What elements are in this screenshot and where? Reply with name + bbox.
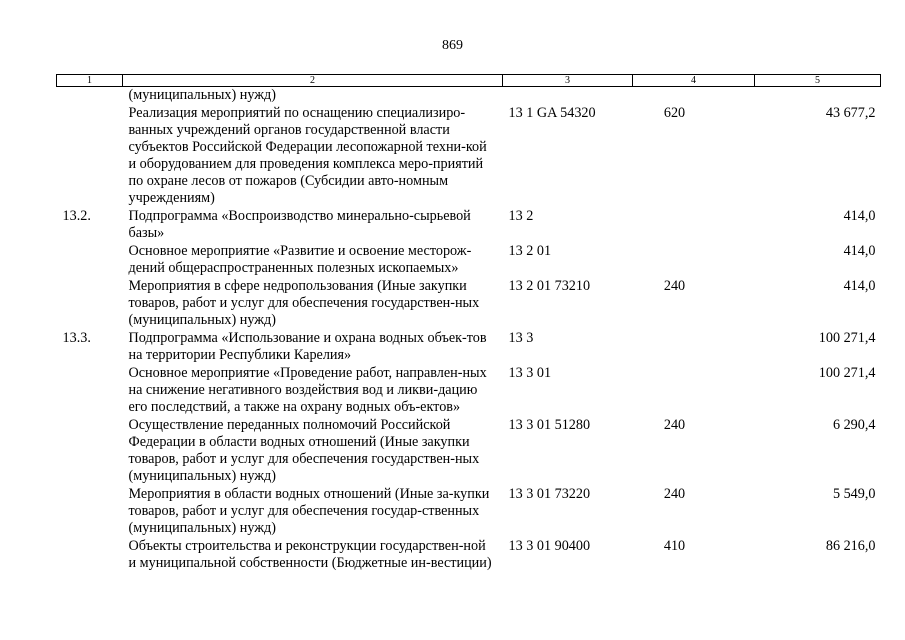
row-amount: 414,0: [843, 278, 876, 294]
row-name: Подпрограмма «Воспроизводство минерально-сырьевой базы»: [128, 208, 471, 241]
row-expense-type: [633, 365, 755, 417]
row-name: Осуществление переданных полномочий Российской Федерации в области водных отношений (Иные закупки товаров, работ и услуг для обеспечения государствен-ных (муниципальных) нужд): [128, 417, 480, 484]
row-expense-type: [633, 208, 755, 243]
row-expense-type: 240: [663, 417, 686, 433]
row-code: 13 3: [508, 330, 534, 346]
column-number-3: 3: [503, 75, 633, 87]
row-name: Мероприятия в сфере недропользования (Иные закупки товаров, работ и услуг для обеспечения государствен-ных (муниципальных) нужд): [128, 278, 480, 328]
budget-table: [56, 74, 881, 573]
row-name: Мероприятия в области водных отношений (Иные за-купки товаров, работ и услуг для обеспечения государ-ственных (муниципальных) нужд): [128, 486, 490, 536]
table-row: [57, 87, 881, 106]
table-row: [57, 486, 881, 538]
column-number-5: 5: [755, 75, 881, 87]
row-code: 13 3 01 90400: [508, 538, 591, 554]
table-row: [57, 243, 881, 278]
row-name: (муниципальных) нужд): [128, 87, 276, 103]
column-number-2: 2: [123, 75, 503, 87]
row-number: [57, 87, 123, 106]
row-expense-type: 240: [663, 278, 686, 294]
row-amount: 43 677,2: [825, 105, 876, 121]
row-number: [57, 278, 123, 330]
row-number: [57, 538, 123, 573]
row-name: Основное мероприятие «Развитие и освоение месторож-дений общераспространенных полезных ископаемых»: [128, 243, 472, 276]
row-amount: 6 290,4: [832, 417, 876, 433]
row-expense-type: [633, 87, 755, 106]
row-name: Реализация мероприятий по оснащению специализиро-ванных учреждений органов государственной власти субъектов Российской Федерации лесопожарной техни-кой и оборудованием для проведения комплекса меро-приятий по охране лесов от пожаров (Субсидии авто-номным учреждениям): [128, 105, 487, 206]
row-code: 13 1 GA 54320: [508, 105, 596, 121]
table-row: [57, 208, 881, 243]
row-expense-type: 620: [663, 105, 686, 121]
row-number: [57, 486, 123, 538]
row-amount: [755, 87, 881, 106]
row-amount: 5 549,0: [832, 486, 876, 502]
row-expense-type: [633, 243, 755, 278]
row-code: 13 3 01: [508, 365, 552, 381]
row-amount: 414,0: [843, 208, 876, 224]
row-code: 13 2 01: [508, 243, 552, 259]
row-number: [57, 417, 123, 486]
column-number-1: 1: [57, 75, 123, 87]
table-row: [57, 365, 881, 417]
row-amount: 414,0: [843, 243, 876, 259]
table-body: [57, 87, 881, 574]
row-expense-type: 410: [663, 538, 686, 554]
row-number: 13.2.: [62, 208, 91, 224]
row-name: Объекты строительства и реконструкции государствен-ной и муниципальной собственности (Бюджетные ин-вестиции): [128, 538, 492, 571]
table-row: [57, 105, 881, 208]
row-name: Основное мероприятие «Проведение работ, направлен-ных на снижение негативного воздействия вод и ликви-дацию его последствий, а также на охрану водных объ-ектов»: [128, 365, 487, 415]
table-header-row: [57, 75, 881, 87]
row-number: [57, 243, 123, 278]
row-expense-type: 240: [663, 486, 686, 502]
row-code: 13 3 01 73220: [508, 486, 591, 502]
row-code: 13 3 01 51280: [508, 417, 591, 433]
row-code: 13 2 01 73210: [508, 278, 591, 294]
row-expense-type: [633, 330, 755, 365]
table-row: [57, 330, 881, 365]
row-name: Подпрограмма «Использование и охрана водных объек-тов на территории Республики Карелия»: [128, 330, 487, 363]
page-number: 869: [442, 38, 463, 53]
row-number: [57, 105, 123, 208]
table-row: [57, 417, 881, 486]
row-number: [57, 365, 123, 417]
row-amount: 86 216,0: [825, 538, 876, 554]
row-code: 13 2: [508, 208, 534, 224]
row-amount: 100 271,4: [818, 330, 876, 346]
row-number: 13.3.: [62, 330, 91, 346]
table-header: [57, 75, 881, 87]
row-amount: 100 271,4: [818, 365, 876, 381]
table-row: [57, 538, 881, 573]
table-row: [57, 278, 881, 330]
row-code: [503, 87, 633, 106]
column-number-4: 4: [633, 75, 755, 87]
